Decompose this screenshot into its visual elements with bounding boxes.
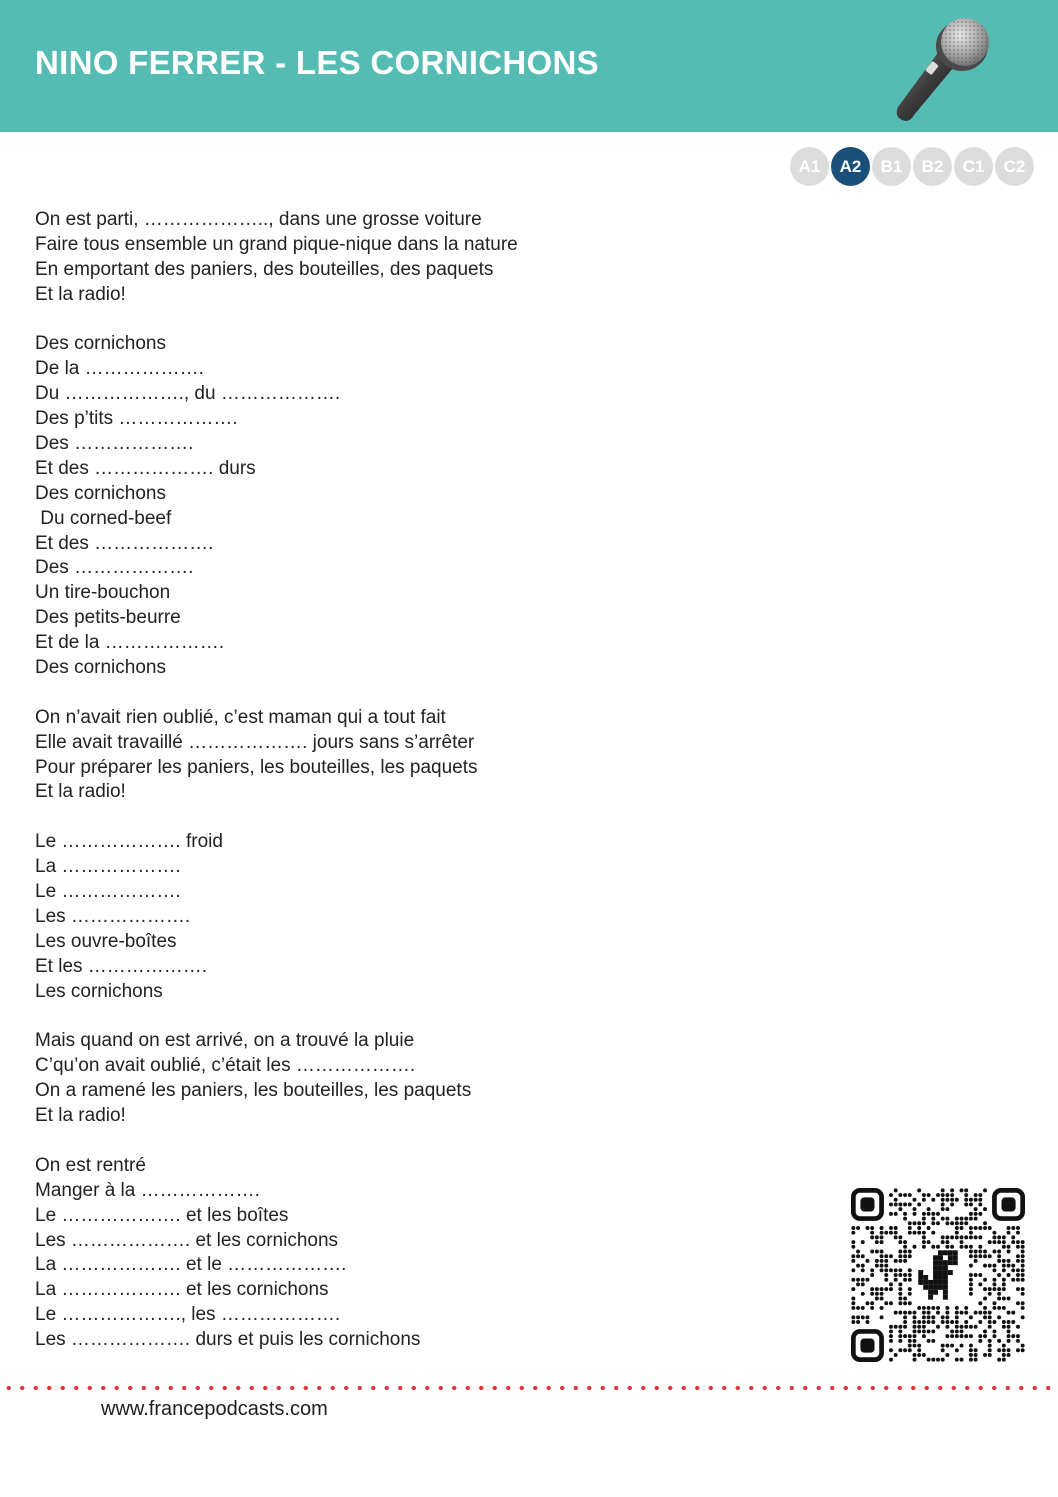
lyric-line: On n’avait rien oublié, c’est maman qui a tout fait [35,706,446,728]
lyric-line: Un tire-bouchon [35,582,171,604]
lyric-line: Et la radio! [35,1105,126,1127]
stanza [35,208,795,308]
lyric-line: La ………………. [35,856,181,878]
lyric-line: Et les ………………. [35,955,208,977]
lyric-line: Pour préparer les paniers, les bouteilles, les paquets [35,756,478,778]
lyric-line: Des cornichons [35,657,166,679]
lyric-line: Le ………………. [35,881,181,903]
lyric-line: Et de la ………………. [35,632,224,654]
lyric-line: Des ………………. [35,433,194,455]
lyric-line: Le ………………. et les boîtes [35,1204,289,1226]
page-title: NINO FERRER - LES CORNICHONS [35,44,599,81]
lyric-line: Des cornichons [35,482,166,504]
lyric-line: Et des ………………. [35,532,214,554]
qr-code-icon[interactable] [851,1188,1025,1362]
lyric-line: Faire tous ensemble un grand pique-nique dans la nature [35,233,518,255]
lyric-line: Mais quand on est arrivé, on a trouvé la pluie [35,1030,415,1052]
lyric-line: Manger à la ………………. [35,1179,260,1201]
stanza [35,1154,795,1353]
lyric-line: On est rentré [35,1154,146,1176]
level-badge-b1[interactable]: B1 [872,147,911,186]
stanza [35,706,795,806]
lyric-line: C’qu’on avait oublié, c’était les ………………. [35,1055,416,1077]
lyric-line: Les ………………. [35,905,191,927]
lyric-line: Les ………………. et les cornichons [35,1229,339,1251]
level-badge-a2[interactable]: A2 [831,147,870,186]
lyric-line: La ………………. et les cornichons [35,1279,329,1301]
lyric-line: Des ………………. [35,557,194,579]
stanza [35,332,795,680]
dinosaur-icon [918,1250,958,1299]
footer-divider [0,1385,1058,1391]
level-badge-a1[interactable]: A1 [790,147,829,186]
lyric-line: Les ouvre-boîtes [35,930,177,952]
website-link[interactable]: www.francepodcasts.com [101,1398,328,1420]
lyric-line: Les cornichons [35,980,163,1002]
lyric-line: De la ………………. [35,358,204,380]
level-selector [790,147,1036,186]
microphone-icon [880,12,1000,127]
lyric-line: Des p’tits ………………. [35,408,238,430]
lyric-line: Et la radio! [35,781,126,803]
level-badge-c1[interactable]: C1 [954,147,993,186]
lyric-line: Des cornichons [35,333,166,355]
lyric-line: On a ramené les paniers, les bouteilles, les paquets [35,1080,472,1102]
lyric-line: Le ………………. froid [35,831,223,853]
lyrics-exercise [35,208,795,1378]
lyric-line: Des petits-beurre [35,607,181,629]
lyric-line: On est parti, ……………….., dans une grosse voiture [35,209,482,230]
stanza [35,1029,795,1129]
level-badge-b2[interactable]: B2 [913,147,952,186]
lyric-line: Et la radio! [35,283,126,305]
stanza [35,830,795,1004]
lyric-line: Et des ………………. durs [35,457,256,479]
lyric-line: Du corned-beef [35,507,172,529]
page-header [0,0,1058,132]
lyric-line: En emportant des paniers, des bouteilles, des paquets [35,258,494,280]
lyric-line: La ………………. et le ………………. [35,1254,347,1276]
lyric-line: Les ………………. durs et puis les cornichons [35,1329,421,1351]
level-badge-c2[interactable]: C2 [995,147,1034,186]
lyric-line: Du ………………., du ………………. [35,383,341,405]
lyric-line: Elle avait travaillé ………………. jours sans s’arrêter [35,731,475,753]
lyric-line: Le ………………., les ………………. [35,1304,341,1326]
